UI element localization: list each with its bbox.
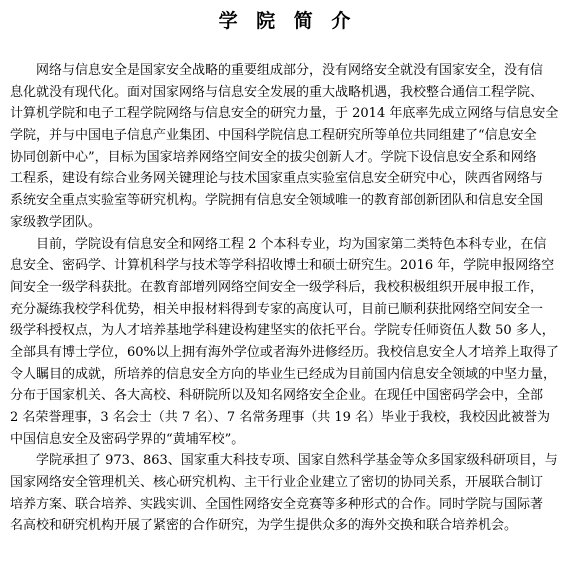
text-line: 计算机学院和电子工程学院网络与信息安全的研究力量，于 2014 年底率先成立网络与信息安全: [10, 106, 559, 122]
text-line: 2 名荣誉理事，3 名会士（共 7 名）、7 名常务理事（共 19 名）毕业于我校，我校因此被誉为: [10, 410, 551, 425]
text-line: 全部具有博士学位，60%以上拥有海外学位或者海外进修经历。我校信息安全人才培养上取得了: [10, 344, 559, 360]
text-line: 间安全一级学科获批。在教育部增列网络空间安全一级学科后，我校积极组织开展申报工作，: [10, 279, 544, 295]
text-line: 学院承担了 973、863、国家重大科技专项、国家自然科学基金等众多国家级科研项目，与: [36, 453, 558, 469]
text-line: 息化就没有现代化。面对国家网络与信息安全发展的重大战略机遇，我校整合通信工程学院、: [10, 84, 544, 100]
text-line: 充分凝练我校学科优势，相关申报材料得到专家的高度认可，目前已顺利获批网络空间安全一: [10, 301, 544, 317]
text-line: 国家网络安全管理机关、核心研究机构、主干行业企业建立了密切的协同关系，开展联合制订: [10, 475, 544, 491]
text-line: 家级教学团队。: [10, 214, 102, 230]
paragraph-intro: [10, 60, 565, 234]
text-line: 中国信息安全及密码学界的“黄埔军校”。: [10, 431, 245, 447]
text-line: 分布于国家机关、各大高校、科研院所以及知名网络安全企业。在现任中国密码学会中，全部: [10, 388, 544, 404]
text-line: 培养方案、联合培养、实践实训、全国性网络安全竞赛等多种形式的合作。同时学院与国际著: [10, 496, 544, 512]
text-line: 目前，学院设有信息安全和网络工程 2 个本科专业，均为国家第二类特色本科专业，在信: [36, 236, 547, 252]
text-line: 学院，并与中国电子信息产业集团、中国科学院信息工程研究所等单位共同组建了“信息安全: [10, 128, 537, 144]
paragraph-research: [10, 450, 565, 537]
text-line: 工程系，建设有综合业务网关键理论与技术国家重点实验室信息安全研究中心，陕西省网络与: [10, 171, 544, 187]
text-line: 息安全、密码学、计算机科学与技术等学科招收博士和硕士研究生。2016 年，学院申报网络空: [10, 258, 555, 274]
page-title: 学 院 简 介: [218, 10, 357, 32]
paragraph-programs: [10, 234, 565, 451]
document-body: [10, 60, 565, 537]
text-line: 名高校和研究机构开展了紧密的合作研究，为学生提供众多的海外交换和联合培养机会。: [10, 518, 518, 534]
text-line: 级学科授权点，为人才培养基地学科建设构建坚实的依托平台。学院专任师资伍人数 50 多人，: [10, 323, 555, 339]
text-line: 协同创新中心”，目标为国家培养网络空间安全的拔尖创新人才。学院下设信息安全系和网络: [10, 149, 537, 165]
text-line: 令人瞩目的成就，所培养的信息安全方向的毕业生已经成为目前国内信息安全领域的中坚力量，: [10, 366, 557, 382]
text-line: 系统安全重点实验室等研究机构。学院拥有信息安全领域唯一的教育部创新团队和信息安全国: [10, 193, 544, 209]
text-line: 网络与信息安全是国家安全战略的重要组成部分，没有网络安全就没有国家安全，没有信: [36, 63, 544, 78]
